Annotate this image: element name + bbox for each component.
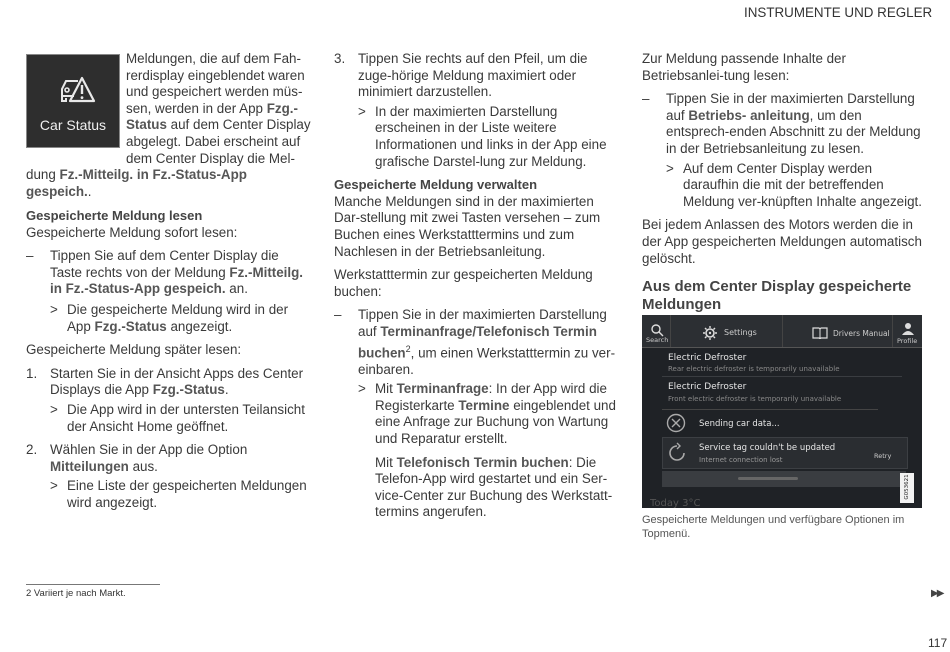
message-2-title: Electric Defroster bbox=[668, 382, 747, 392]
center-display-image bbox=[642, 315, 922, 508]
refresh-icon bbox=[666, 442, 688, 464]
footnote-divider bbox=[26, 584, 160, 585]
step-1: 1. Starten Sie in der Ansicht Apps des Center Displays die App Fzg.-Status. bbox=[26, 365, 304, 398]
engine-text: Bei jedem Anlassen des Motors werden die in der App gespeicherten Meldungen automatisch gelöscht. bbox=[642, 217, 922, 266]
service-title: Service tag couldn't be updated bbox=[699, 443, 836, 453]
search-icon bbox=[650, 323, 664, 337]
cancel-icon[interactable] bbox=[666, 413, 686, 433]
read-later-text: Gespeicherte Meldung später lesen: bbox=[26, 342, 242, 358]
heading-read: Gespeicherte Meldung lesen bbox=[26, 208, 203, 223]
drivers-manual-button[interactable]: Drivers Manual bbox=[833, 329, 890, 338]
step-2: 2. Wählen Sie in der App die Option Mitteilungen aus. bbox=[26, 442, 248, 474]
retry-button[interactable]: Retry bbox=[874, 452, 892, 460]
request-result: > Mit Terminanfrage: In der App wird die Registerkarte Termine eingeblendet und eine Anfrage zur Buchung von Wartung und Reparatur erstellt. bbox=[358, 381, 616, 446]
manage-text: Manche Meldungen sind in der maximierten Dar-stellung mit zwei Tasten versehen – zum Buchen eines Werkstatttermins und zum Nachlesen in der Betriebsanleitung. bbox=[334, 193, 601, 259]
image-id-tag: G053621 bbox=[900, 473, 914, 503]
heading-saved: Aus dem Center Display gespeicherte Meldungen bbox=[642, 278, 912, 314]
intro-continuation: dung Fz.-Mitteilg. in Fz.-Status-App gespeich.. bbox=[26, 167, 247, 199]
sending-text: Sending car data... bbox=[699, 419, 780, 429]
car-status-icon-box bbox=[26, 54, 120, 148]
next-page-icon: ▶▶ bbox=[931, 588, 943, 599]
image-caption: Gespeicherte Meldungen und verfügbare Optionen im Topmenü. bbox=[642, 514, 905, 540]
step-tap-result: > Die gespeicherte Meldung wird in der App Fzg.-Status angezeigt. bbox=[50, 301, 289, 334]
column-3-body bbox=[642, 51, 922, 314]
gear-icon bbox=[702, 325, 718, 341]
footnote: 2 Variiert je nach Markt. bbox=[26, 588, 126, 599]
read-now-text: Gespeicherte Meldung sofort lesen: bbox=[26, 224, 238, 240]
step-manual: – Tippen Sie in der maximierten Darstellung auf Betriebs- anleitung, um den entsprech-enden Abschnitt zu der Meldung in der Betriebsanleitung zu lesen. bbox=[642, 91, 921, 156]
manual-intro: Zur Meldung passende Inhalte der Betriebsanlei-tung lesen: bbox=[642, 51, 846, 83]
profile-button[interactable]: Profile bbox=[897, 337, 918, 345]
settings-button[interactable]: Settings bbox=[724, 328, 757, 337]
column-1-body bbox=[26, 208, 308, 512]
message-2-subtitle: Front electric defroster is temporarily unavailable bbox=[668, 395, 842, 403]
step-book: – Tippen Sie in der maximierten Darstellung auf Terminanfrage/Telefonisch Termin buchen$^2$, um einen Werkstatttermin zu ver-einbaren. bbox=[334, 307, 616, 377]
step-tap: – Tippen Sie auf dem Center Display die Taste rechts von der Meldung Fz.-Mitteilg. in Fz.-Status-App gespeich. an. bbox=[26, 248, 304, 297]
section-header: INSTRUMENTE UND REGLER bbox=[744, 5, 933, 20]
message-1-title: Electric Defroster bbox=[668, 353, 747, 363]
bottom-status-text: Today 3°C bbox=[650, 498, 701, 508]
message-1-subtitle: Rear electric defroster is temporarily unavailable bbox=[668, 365, 840, 373]
heading-manage: Gespeicherte Meldung verwalten bbox=[334, 177, 538, 193]
step-3-result: > In der maximierten Darstellung erscheinen in der Liste weitere Informationen und links in der App eine grafische Darstel-lung zur Meldung. bbox=[358, 103, 607, 169]
manual-result: > Auf dem Center Display werden daraufhin die mit der betreffenden Meldung ver-knüpften Inhalte angezeigt. bbox=[666, 160, 922, 209]
page-number: 117 bbox=[928, 636, 948, 650]
phone-result: Mit Telefonisch Termin buchen: Die Telefon-App wird gestartet und ein Ser-vice-Center zur Buchung des Werkstatt-termins angerufen. bbox=[375, 454, 613, 520]
profile-icon bbox=[901, 322, 915, 336]
workshop-intro: Werkstatttermin zur gespeicherten Meldung buchen: bbox=[334, 267, 593, 299]
car-status-label: Car Status bbox=[39, 117, 107, 133]
intro-paragraph: Meldungen, die auf dem Fah- rerdisplay eingeblendet waren und gespeichert werden müs- sen, werden in der App Fzg.- Status auf dem Center Display abgelegt. Dabei erscheint auf dem Center Display die Mel- bbox=[126, 51, 311, 166]
service-subtitle: Internet connection lost bbox=[699, 456, 783, 464]
column-2-body bbox=[334, 51, 616, 521]
book-icon bbox=[812, 327, 828, 339]
step-3: 3. Tippen Sie rechts auf den Pfeil, um die zuge-hörige Meldung maximiert oder minimiert darzustellen. bbox=[334, 51, 588, 100]
car-warning-icon bbox=[56, 69, 96, 109]
service-row bbox=[662, 437, 908, 469]
step-2-result: > Eine Liste der gespeicherten Meldungen wird angezeigt. bbox=[50, 478, 307, 510]
search-button[interactable]: Search bbox=[646, 336, 669, 344]
step-1-result: > Die App wird in der untersten Teilansicht der Ansicht Home geöffnet. bbox=[50, 401, 305, 434]
